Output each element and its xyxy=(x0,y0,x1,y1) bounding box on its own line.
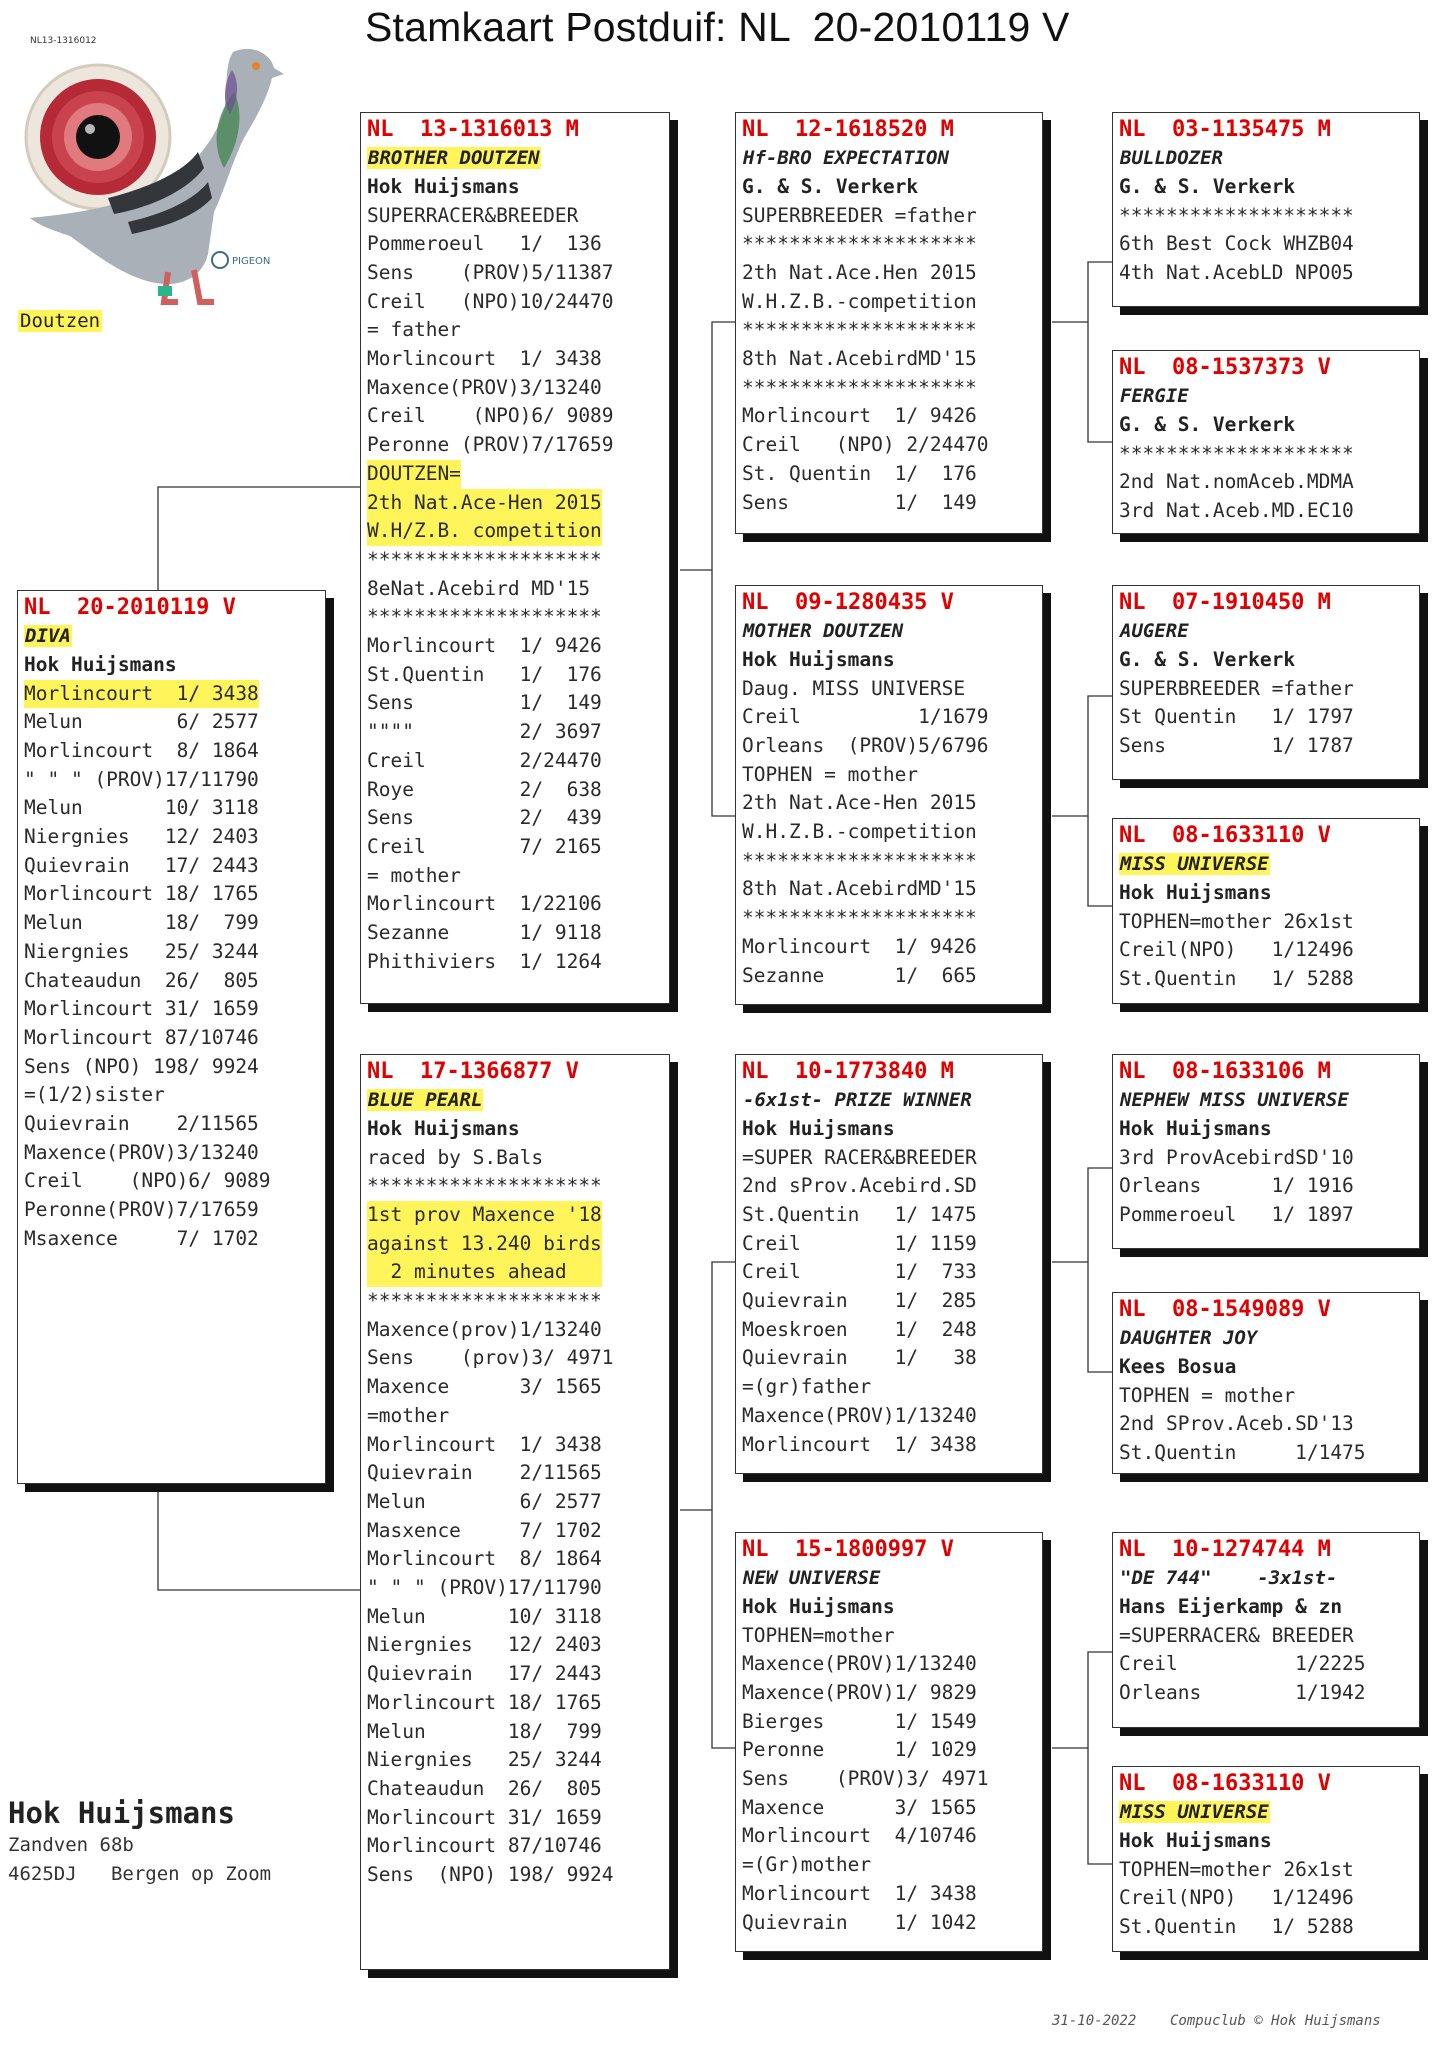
result-line: ******************** xyxy=(742,375,977,399)
owner-name: G. & S. Verkerk xyxy=(1119,648,1296,671)
pigeon-name: DAUGHTER JOY xyxy=(1120,1327,1258,1349)
result-line: Morlincourt 8/ 1864 xyxy=(24,738,259,762)
result-line: Morlincourt 31/ 1659 xyxy=(24,997,259,1021)
result-line: Creil (NPO)6/ 9089 xyxy=(24,1169,271,1193)
result-line: =(Gr)mother xyxy=(742,1853,872,1877)
result-line: St.Quentin 1/ 1475 xyxy=(742,1202,977,1226)
result-line: ******************** xyxy=(742,848,977,872)
result-line: =(gr)father xyxy=(742,1375,872,1399)
result-line: Daug. MISS UNIVERSE xyxy=(742,676,966,700)
owner-street: Zandven 68b xyxy=(8,1834,134,1856)
result-line: Creil 1/1679 xyxy=(742,705,989,729)
result-line: ******************** xyxy=(367,547,602,571)
result-line: Masxence 7/ 1702 xyxy=(367,1518,602,1542)
result-line: Creil 1/2225 xyxy=(1119,1652,1366,1676)
result-line: Sens (PROV)5/11387 xyxy=(367,260,614,284)
result-line: =SUPER RACER&BREEDER xyxy=(742,1145,977,1169)
card-ggp-mmm[interactable] xyxy=(1112,1766,1420,1952)
ring-number: NL 13-1316013 M xyxy=(367,117,579,142)
result-line: Melun 10/ 3118 xyxy=(367,1604,602,1628)
result-line: Orleans (PROV)5/6796 xyxy=(742,733,989,757)
result-line: Maxence(PROV)1/13240 xyxy=(742,1652,977,1676)
ring-number: NL 15-1800997 V xyxy=(742,1537,954,1562)
result-line: Pommeroeul 1/ 1897 xyxy=(1119,1202,1354,1226)
pigeon-name: "DE 744" -3x1st- xyxy=(1120,1567,1338,1589)
result-line: Melun 10/ 3118 xyxy=(24,796,259,820)
result-line: Morlincourt 1/ 3438 xyxy=(24,680,259,709)
result-line: TOPHEN = mother xyxy=(742,762,919,786)
result-line: Morlincourt 4/10746 xyxy=(742,1824,977,1848)
result-line: Melun 18/ 799 xyxy=(24,911,259,935)
card-ggp-ffm[interactable] xyxy=(1112,350,1420,534)
result-line: Creil (NPO) 2/24470 xyxy=(742,433,989,457)
card-ggp-mfm[interactable] xyxy=(1112,1292,1420,1474)
result-line: 6th Best Cock WHZB04 xyxy=(1119,232,1354,256)
result-line: Sens (NPO) 198/ 9924 xyxy=(24,1054,259,1078)
result-line: Melun 6/ 2577 xyxy=(24,710,259,734)
ring-number: NL 08-1633110 V xyxy=(1119,1771,1331,1796)
result-line: Quievrain 17/ 2443 xyxy=(24,853,259,877)
ring-number: NL 08-1633110 V xyxy=(1119,823,1331,848)
result-line: =SUPERRACER& BREEDER xyxy=(1119,1623,1354,1647)
pigeon-name: AUGERE xyxy=(1120,620,1189,642)
photo-watermark: PIGEON xyxy=(232,256,271,267)
owner-name: Hok Huijsmans xyxy=(1119,1117,1272,1140)
ring-number: NL 10-1274744 M xyxy=(1119,1537,1331,1562)
result-line: against 13.240 birds xyxy=(367,1230,602,1259)
ring-number: NL 08-1549089 V xyxy=(1119,1297,1331,1322)
card-mother[interactable] xyxy=(360,1054,670,1970)
card-ggp-mff[interactable] xyxy=(1112,1054,1420,1249)
result-line: raced by S.Bals xyxy=(367,1145,544,1169)
result-line: Morlincourt 1/ 3438 xyxy=(742,1432,977,1456)
pigeon-name: BROTHER DOUTZEN xyxy=(368,147,540,169)
photo-ring-number: NL13-1316012 xyxy=(30,36,97,46)
page-title: Stamkaart Postduif: NL 20-2010119 V xyxy=(365,4,1070,50)
result-line: ******************** xyxy=(742,906,977,930)
result-line: Morlincourt 87/10746 xyxy=(24,1025,259,1049)
result-line: Niergnies 25/ 3244 xyxy=(367,1748,602,1772)
result-line: " " " (PROV)17/11790 xyxy=(24,767,259,791)
result-line: Bierges 1/ 1549 xyxy=(742,1709,977,1733)
result-line: Melun 6/ 2577 xyxy=(367,1489,602,1513)
result-line: Maxence(prov)1/13240 xyxy=(367,1317,602,1341)
card-ggp-fmf[interactable] xyxy=(1112,585,1420,780)
owner-name: Hok Huijsmans xyxy=(742,648,895,671)
result-line: Msaxence 7/ 1702 xyxy=(24,1226,259,1250)
result-line: Morlincourt 31/ 1659 xyxy=(367,1805,602,1829)
result-line: 3rd Nat.Aceb.MD.EC10 xyxy=(1119,498,1354,522)
result-line: St.Quentin 1/ 5288 xyxy=(1119,966,1354,990)
result-line: Chateaudun 26/ 805 xyxy=(367,1776,602,1800)
result-line: Melun 18/ 799 xyxy=(367,1719,602,1743)
result-line: Peronne 1/ 1029 xyxy=(742,1738,977,1762)
owner-name: G. & S. Verkerk xyxy=(1119,413,1296,436)
result-line: Orleans 1/ 1916 xyxy=(1119,1174,1354,1198)
result-line: St. Quentin 1/ 176 xyxy=(742,461,977,485)
result-line: Morlincourt 1/ 9426 xyxy=(742,404,977,428)
result-line: Creil 1/ 733 xyxy=(742,1260,977,1284)
ring-number: NL 08-1537373 V xyxy=(1119,355,1331,380)
card-father-father[interactable] xyxy=(735,112,1043,534)
result-line: 2th Nat.Ace-Hen 2015 xyxy=(742,791,977,815)
result-line: Sens 1/ 149 xyxy=(367,691,602,715)
result-line: Creil(NPO) 1/12496 xyxy=(1119,1886,1354,1910)
result-line: DOUTZEN= xyxy=(367,460,461,489)
result-line: Morlincourt 8/ 1864 xyxy=(367,1547,602,1571)
card-father[interactable] xyxy=(360,112,670,1004)
result-line: SUPERBREEDER =father xyxy=(742,203,977,227)
result-line: St Quentin 1/ 1797 xyxy=(1119,705,1354,729)
result-line: Morlincourt 1/ 9426 xyxy=(367,634,602,658)
ring-number: NL 09-1280435 V xyxy=(742,590,954,615)
result-line: St.Quentin 1/1475 xyxy=(1119,1440,1366,1464)
photo-label: Doutzen xyxy=(20,310,101,332)
result-line: ******************** xyxy=(742,318,977,342)
result-line: Maxence 3/ 1565 xyxy=(742,1795,977,1819)
result-line: Orleans 1/1942 xyxy=(1119,1680,1366,1704)
card-father-mother[interactable] xyxy=(735,585,1043,1005)
result-line: Chateaudun 26/ 805 xyxy=(24,968,259,992)
result-line: 8eNat.Acebird MD'15 xyxy=(367,576,591,600)
pigeon-name: BLUE PEARL xyxy=(368,1089,483,1111)
result-line: TOPHEN=mother 26x1st xyxy=(1119,1857,1354,1881)
result-line: TOPHEN = mother xyxy=(1119,1383,1296,1407)
card-mother-mother[interactable] xyxy=(735,1532,1043,1952)
result-line: ******************** xyxy=(742,232,977,256)
result-line: Creil 7/ 2165 xyxy=(367,834,602,858)
card-ggp-mmf[interactable] xyxy=(1112,1532,1420,1728)
result-line: Creil 1/ 1159 xyxy=(742,1231,977,1255)
result-line: 2th Nat.Ace-Hen 2015 xyxy=(367,489,602,518)
result-line: Niergnies 12/ 2403 xyxy=(24,825,259,849)
pigeon-name: MISS UNIVERSE xyxy=(1120,1801,1269,1823)
result-line: Pommeroeul 1/ 136 xyxy=(367,232,602,256)
result-line: Sens (PROV)3/ 4971 xyxy=(742,1767,989,1791)
pigeon-name: -6x1st- PRIZE WINNER xyxy=(743,1089,972,1111)
result-line: """" 2/ 3697 xyxy=(367,720,602,744)
result-line: Quievrain 1/ 285 xyxy=(742,1289,977,1313)
result-line: Maxence(PROV)3/13240 xyxy=(24,1140,259,1164)
result-line: =(1/2)sister xyxy=(24,1083,165,1107)
result-line: Niergnies 12/ 2403 xyxy=(367,1633,602,1657)
ring-number: NL 07-1910450 M xyxy=(1119,590,1331,615)
result-line: 2nd Nat.nomAceb.MDMA xyxy=(1119,470,1354,494)
result-line: Sezanne 1/ 9118 xyxy=(367,921,602,945)
owner-name: G. & S. Verkerk xyxy=(1119,175,1296,198)
result-line: TOPHEN=mother xyxy=(742,1623,895,1647)
owner-city: 4625DJ Bergen op Zoom xyxy=(8,1863,272,1885)
result-line: Morlincourt 18/ 1765 xyxy=(367,1690,602,1714)
ring-number: NL 12-1618520 M xyxy=(742,117,954,142)
result-line: Morlincourt 1/22106 xyxy=(367,892,602,916)
result-line: TOPHEN=mother 26x1st xyxy=(1119,909,1354,933)
ring-number: NL 10-1773840 M xyxy=(742,1059,954,1084)
owner-name: Kees Bosua xyxy=(1119,1355,1237,1378)
footer-credit: 31-10-2022 Compuclub © Hok Huijsmans xyxy=(1052,2013,1381,2029)
pigeon-name: Hf-BRO EXPECTATION xyxy=(743,147,949,169)
result-line: Creil (NPO)6/ 9089 xyxy=(367,404,614,428)
result-line: 2nd sProv.Acebird.SD xyxy=(742,1174,977,1198)
result-line: Maxence(PROV)1/ 9829 xyxy=(742,1680,977,1704)
owner-name: Hok Huijsmans xyxy=(367,1117,520,1140)
result-line: Maxence(PROV)3/13240 xyxy=(367,375,602,399)
result-line: ******************** xyxy=(367,1289,602,1313)
result-line: Peronne (PROV)7/17659 xyxy=(367,433,614,457)
result-line: = father xyxy=(367,318,461,342)
owner-name: G. & S. Verkerk xyxy=(742,175,919,198)
result-line: Roye 2/ 638 xyxy=(367,777,602,801)
result-line: Quievrain 2/11565 xyxy=(367,1461,602,1485)
pigeon-name: FERGIE xyxy=(1120,385,1189,407)
result-line: Morlincourt 1/ 9426 xyxy=(742,934,977,958)
result-line: Quievrain 1/ 1042 xyxy=(742,1910,977,1934)
result-line: Morlincourt 87/10746 xyxy=(367,1834,602,1858)
result-line: W.H.Z.B.-competition xyxy=(742,820,977,844)
result-line: St.Quentin 1/ 176 xyxy=(367,662,602,686)
result-line: Sens 2/ 439 xyxy=(367,806,602,830)
result-line: 2 minutes ahead xyxy=(367,1258,602,1287)
ring-number: NL 17-1366877 V xyxy=(367,1059,579,1084)
result-line: St.Quentin 1/ 5288 xyxy=(1119,1914,1354,1938)
card-subject[interactable] xyxy=(17,590,326,1484)
result-line: W.H/Z.B. competition xyxy=(367,517,602,546)
result-line: Creil (NPO)10/24470 xyxy=(367,289,614,313)
result-line: =mother xyxy=(367,1403,450,1427)
result-line: Sezanne 1/ 665 xyxy=(742,963,977,987)
result-line: Peronne(PROV)7/17659 xyxy=(24,1198,259,1222)
result-line: 8th Nat.AcebirdMD'15 xyxy=(742,877,977,901)
owner-name: Hok Huijsmans xyxy=(742,1117,895,1140)
result-line: Sens 1/ 1787 xyxy=(1119,733,1354,757)
owner-name: Hok Huijsmans xyxy=(1119,1829,1272,1852)
result-line: Morlincourt 1/ 3438 xyxy=(742,1881,977,1905)
result-line: Quievrain 17/ 2443 xyxy=(367,1662,602,1686)
result-line: 2th Nat.Ace.Hen 2015 xyxy=(742,260,977,284)
pigeon-name: DIVA xyxy=(25,625,71,647)
result-line: Creil(NPO) 1/12496 xyxy=(1119,938,1354,962)
result-line: Maxence(PROV)1/13240 xyxy=(742,1403,977,1427)
owner-name: Hok Huijsmans xyxy=(1119,881,1272,904)
result-line: Sens (NPO) 198/ 9924 xyxy=(367,1863,614,1887)
pigeon-name: MOTHER DOUTZEN xyxy=(743,620,904,642)
result-line: Quievrain 1/ 38 xyxy=(742,1346,977,1370)
result-line: Sens (prov)3/ 4971 xyxy=(367,1346,614,1370)
card-ggp-fff[interactable] xyxy=(1112,112,1420,307)
result-line: ******************** xyxy=(367,1174,602,1198)
owner-address xyxy=(8,1795,271,1889)
result-line: 3rd ProvAcebirdSD'10 xyxy=(1119,1145,1354,1169)
ring-number: NL 20-2010119 V xyxy=(24,595,236,620)
result-line: SUPERBREEDER =father xyxy=(1119,676,1354,700)
result-line: Niergnies 25/ 3244 xyxy=(24,939,259,963)
card-ggp-fmm[interactable] xyxy=(1112,818,1420,1004)
pigeon-name: MISS UNIVERSE xyxy=(1120,853,1269,875)
result-line: Maxence 3/ 1565 xyxy=(367,1375,602,1399)
owner-name: Hok Huijsmans xyxy=(24,653,177,676)
result-line: ******************** xyxy=(1119,203,1354,227)
result-line: 8th Nat.AcebirdMD'15 xyxy=(742,347,977,371)
result-line: SUPERRACER&BREEDER xyxy=(367,203,579,227)
result-line: 2nd SProv.Aceb.SD'13 xyxy=(1119,1412,1354,1436)
result-line: Sens 1/ 149 xyxy=(742,490,977,514)
owner-name: Hok Huijsmans xyxy=(8,1796,235,1830)
pigeon-name: BULLDOZER xyxy=(1120,147,1223,169)
result-line: ******************** xyxy=(1119,441,1354,465)
result-line: = mother xyxy=(367,863,461,887)
result-line: Morlincourt 18/ 1765 xyxy=(24,882,259,906)
owner-name: Hok Huijsmans xyxy=(742,1595,895,1618)
pigeon-name: NEPHEW MISS UNIVERSE xyxy=(1120,1089,1349,1111)
result-line: Morlincourt 1/ 3438 xyxy=(367,347,602,371)
card-mother-father[interactable] xyxy=(735,1054,1043,1474)
owner-name: Hans Eijerkamp & zn xyxy=(1119,1595,1343,1618)
result-line: 4th Nat.AcebLD NPO05 xyxy=(1119,260,1354,284)
result-line: 1st prov Maxence '18 xyxy=(367,1201,602,1230)
result-line: Quievrain 2/11565 xyxy=(24,1112,259,1136)
result-line: Morlincourt 1/ 3438 xyxy=(367,1432,602,1456)
result-line: W.H.Z.B.-competition xyxy=(742,289,977,313)
result-line: Moeskroen 1/ 248 xyxy=(742,1317,977,1341)
result-line: " " " (PROV)17/11790 xyxy=(367,1576,602,1600)
result-line: Creil 2/24470 xyxy=(367,748,602,772)
owner-name: Hok Huijsmans xyxy=(367,175,520,198)
ring-number: NL 03-1135475 M xyxy=(1119,117,1331,142)
ring-number: NL 08-1633106 M xyxy=(1119,1059,1331,1084)
result-line: ******************** xyxy=(367,605,602,629)
pigeon-name: NEW UNIVERSE xyxy=(743,1567,881,1589)
result-line: Phithiviers 1/ 1264 xyxy=(367,949,602,973)
